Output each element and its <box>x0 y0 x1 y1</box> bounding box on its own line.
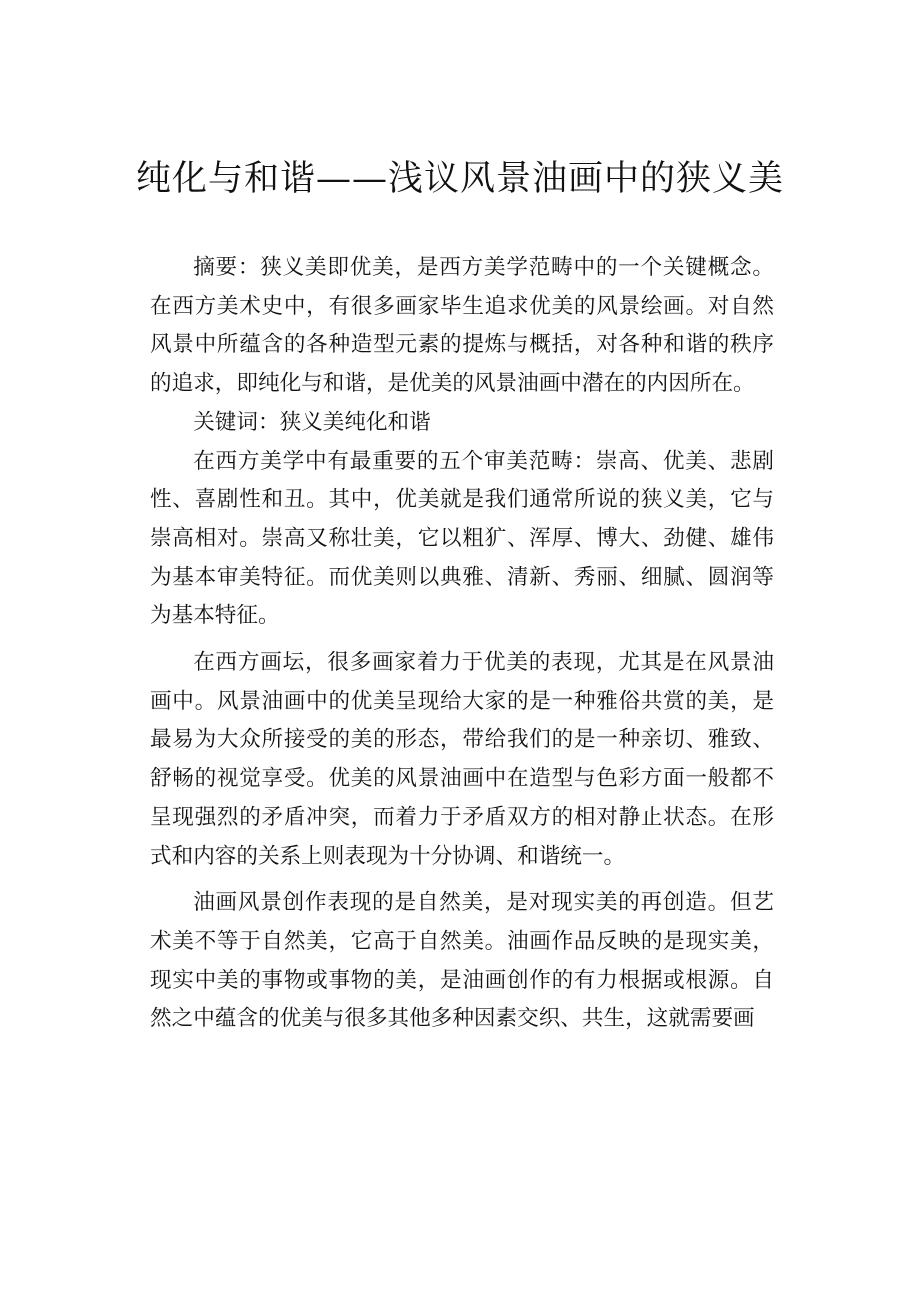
body-paragraph-2: 在西方画坛，很多画家着力于优美的表现，尤其是在风景油画中。风景油画中的优美呈现给大家的是一种雅俗共赏的美，是最易为大众所接受的美的形态，带给我们的是一种亲切、雅致、舒畅的视觉享受。优美的风景油画中在造型与色彩方面一般都不呈现强烈的矛盾冲突，而着力于矛盾双方的相对静止状态。在形式和内容的关系上则表现为十分协调、和谐统一。 <box>150 650 774 869</box>
abstract-paragraph: 摘要：狭义美即优美，是西方美学范畴中的一个关键概念。在西方美术史中，有很多画家毕生追求优美的风景绘画。对自然风景中所蕴含的各种造型元素的提炼与概括，对各种和谐的秩序的追求，即纯化与和谐，是优美的风景油画中潜在的内因所在。 <box>150 255 774 397</box>
keywords-paragraph: 关键词：狭义美纯化和谐 <box>193 409 431 435</box>
document-body <box>150 249 774 1039</box>
document-title: 纯化与和谐——浅议风景油画中的狭义美 <box>135 159 784 199</box>
body-paragraph-3: 油画风景创作表现的是自然美，是对现实美的再创造。但艺术美不等于自然美，它高于自然美。油画作品反映的是现实美，现实中美的事物或事物的美，是油画创作的有力根据或根源。自然之中蕴含的优美与很多其他多种因素交织、共生，这就需要画 <box>150 890 774 1032</box>
body-paragraph-1: 在西方美学中有最重要的五个审美范畴：崇高、优美、悲剧性、喜剧性和丑。其中，优美就是我们通常所说的狭义美，它与崇高相对。崇高又称壮美，它以粗犷、浑厚、博大、劲健、雄伟为基本审美特征。而优美则以典雅、清新、秀丽、细腻、圆润等为基本特征。 <box>150 448 774 629</box>
